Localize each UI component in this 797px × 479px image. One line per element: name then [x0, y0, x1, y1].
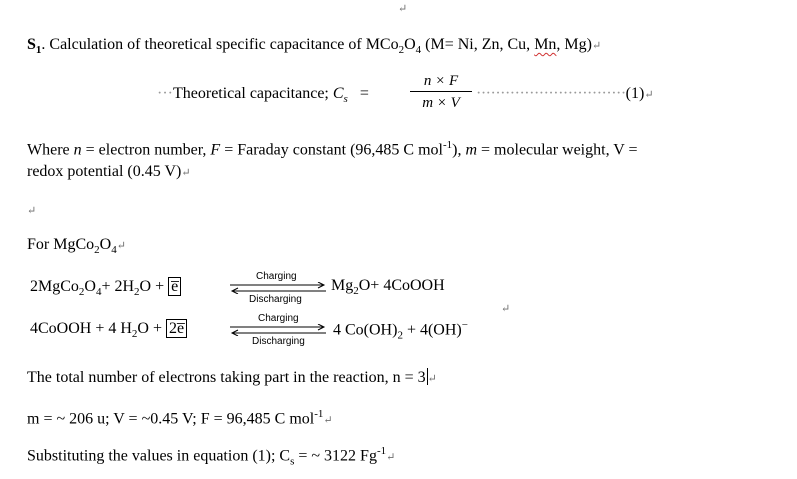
r1-discharging-label: Discharging: [249, 294, 302, 305]
fraction-denominator: m × V: [422, 95, 460, 111]
subst-sub: s: [290, 455, 295, 468]
r1-electron-box: e̅: [168, 277, 181, 296]
where-text-b: = electron number,: [81, 141, 211, 159]
r2-charging-label: Charging: [258, 313, 299, 324]
formula-equals: =: [359, 85, 369, 102]
r2-s1: 2: [131, 328, 138, 341]
heading-sub1: 2: [398, 44, 405, 57]
for-line: [27, 235, 126, 260]
paragraph-mark: ↵: [116, 240, 126, 252]
fraction-numerator: n × F: [423, 73, 459, 89]
heading-text-a: . Calculation of theoretical specific capacitance of MCo: [41, 36, 399, 53]
reaction-2-left: [30, 319, 187, 340]
r1-left-b: O: [84, 278, 96, 295]
for-sub1: 2: [94, 244, 100, 257]
r1-right-a: Mg: [331, 277, 354, 294]
r2-right-a: 4 Co(OH): [333, 321, 398, 339]
where-m: m: [465, 141, 478, 159]
r1-charging-label: Charging: [256, 271, 297, 282]
substituting-line: [27, 441, 395, 472]
subst-text-a: Substituting the values in equation (1); C: [27, 447, 291, 465]
reaction-2-right: [333, 319, 468, 342]
r2-sup: −: [461, 319, 468, 331]
heading-text-c: (M= Ni, Zn, Cu,: [421, 36, 535, 53]
for-text: For MgCo: [27, 236, 95, 253]
r1-right-b: O+ 4CoOOH: [358, 277, 445, 294]
paragraph-mark: ↵: [181, 167, 191, 179]
paragraph-mark: ↵: [323, 414, 333, 427]
where-F: F: [210, 141, 221, 159]
r1-s2: 4: [95, 286, 102, 299]
where-line2-text: redox potential (0.45 V): [27, 163, 182, 180]
for-text2: O: [99, 236, 112, 253]
formula-symbol: C: [332, 85, 344, 102]
where-line-1: [27, 135, 638, 160]
paragraph-mark: ↵: [501, 303, 511, 315]
subst-text-b: = ~ 3122 Fg: [294, 447, 377, 465]
r2-electron-box: 2e̅: [166, 319, 187, 338]
heading-mn: Mn: [534, 36, 557, 53]
values-sup: -1: [314, 408, 324, 420]
r1-s1: 2: [78, 286, 85, 299]
where-text-d: ),: [452, 141, 466, 159]
heading-text-b: O: [404, 36, 416, 53]
lead-dots: ···: [157, 85, 173, 102]
reaction-1-right: [331, 277, 445, 297]
r2-discharging-label: Discharging: [252, 336, 305, 347]
heading-label: S: [27, 36, 36, 53]
empty-paragraph-mark: ↵: [27, 205, 37, 217]
where-line-2: [27, 162, 191, 183]
where-text-e: = molecular weight, V =: [477, 141, 638, 159]
paragraph-mark: ↵: [398, 3, 408, 15]
r1-s4: 2: [353, 285, 359, 298]
paragraph-mark: ↵: [427, 373, 437, 385]
r2-equilibrium-arrow: [228, 324, 328, 336]
where-text-c: = Faraday constant (96,485 C mol: [220, 141, 443, 159]
r1-left-c: + 2H: [101, 278, 135, 295]
heading-label-sub: 1: [35, 44, 42, 57]
r2-s2: 2: [397, 329, 403, 342]
paragraph-mark: ↵: [591, 40, 602, 52]
for-sub2: 4: [111, 244, 117, 257]
total-text: The total number of electrons taking part in the reaction, n = 3: [27, 369, 426, 386]
formula-label: [157, 84, 369, 109]
r2-left-b: O +: [137, 320, 166, 337]
heading-text-d: , Mg): [556, 36, 592, 53]
values-line: [27, 404, 333, 430]
values-text: m = ~ 206 u; V = ~0.45 V; F = 96,485 C mol: [27, 410, 315, 428]
where-text-a: Where: [27, 141, 74, 159]
r1-left-d: O +: [139, 278, 169, 295]
reaction-1-left: [30, 277, 181, 298]
fraction: [410, 71, 472, 112]
r1-equilibrium-arrow: [228, 282, 328, 294]
r1-left-a: 2MgCo: [30, 278, 79, 295]
subst-sup: -1: [376, 445, 387, 457]
equation-number-line: [476, 84, 654, 105]
total-electrons-line: [27, 368, 437, 389]
where-n: n: [73, 141, 82, 159]
formula-label-text: Theoretical capacitance;: [172, 85, 333, 102]
section-heading: [27, 35, 601, 60]
leader-dots: ·······························: [476, 85, 626, 102]
equation-number: (1): [625, 85, 645, 102]
paragraph-mark: ↵: [644, 89, 654, 101]
r2-left-a: 4CoOOH + 4 H: [30, 320, 132, 337]
formula-symbol-sub: s: [343, 93, 348, 106]
r2-right-b: + 4(OH): [402, 321, 462, 339]
where-sup: -1: [442, 139, 453, 151]
paragraph-mark: ↵: [386, 451, 396, 464]
r1-s3: 2: [134, 286, 140, 299]
heading-sub2: 4: [415, 44, 422, 57]
